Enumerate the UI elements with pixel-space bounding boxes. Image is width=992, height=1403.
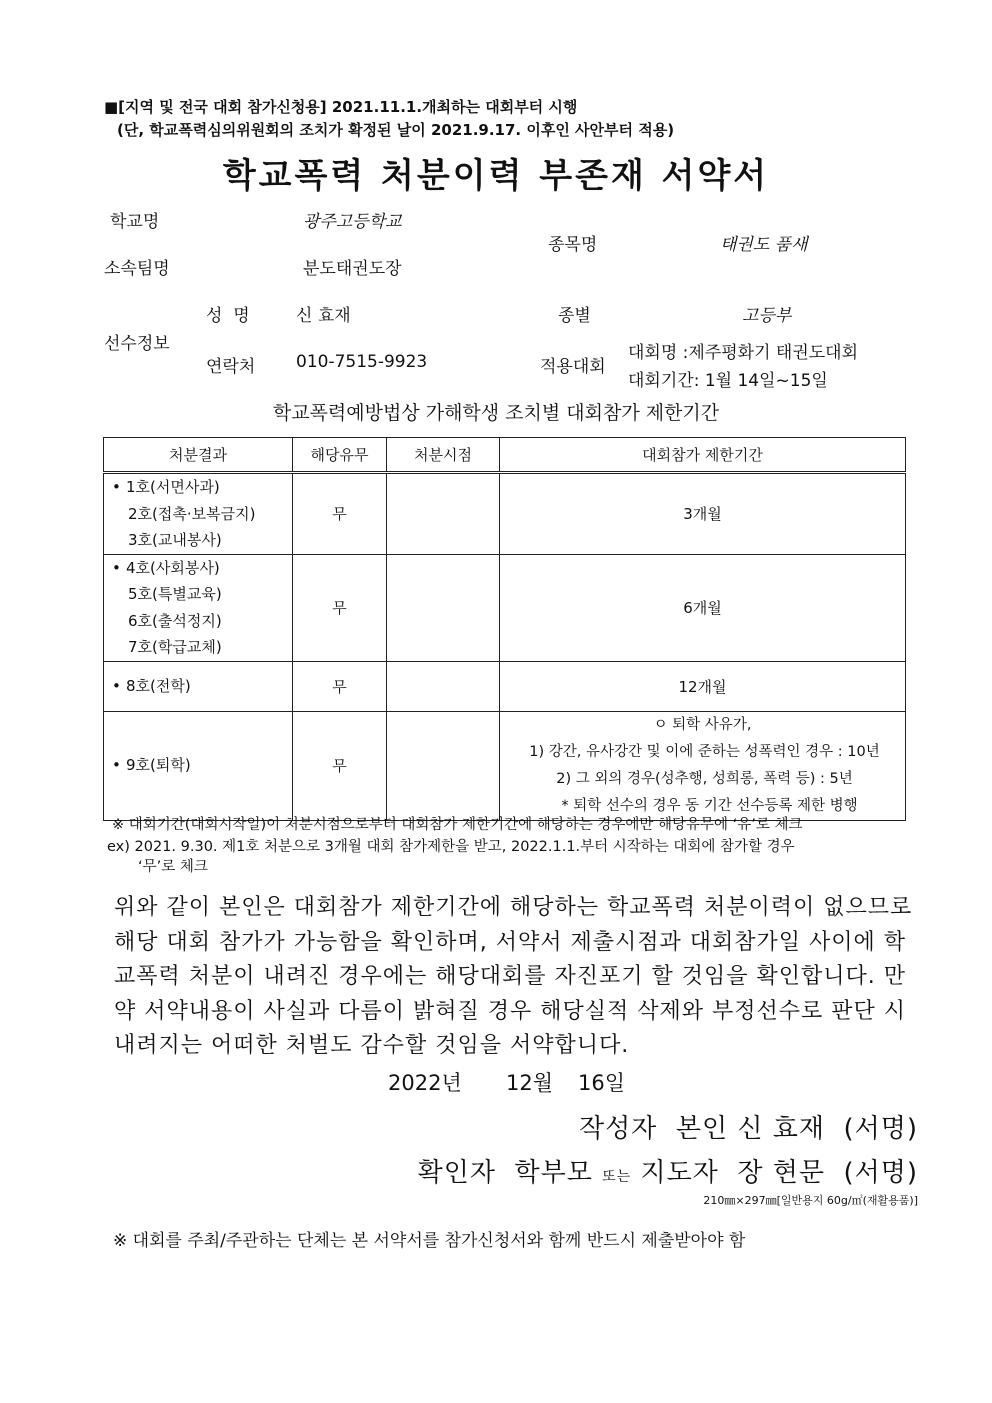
- status-cell: 무: [293, 711, 387, 820]
- school-value: 광주고등학교: [303, 212, 402, 232]
- header-date: 처분시점: [387, 438, 500, 473]
- sanction-table: [103, 437, 906, 821]
- writer-signature-line: 작성자 본인 신 효재 (서명): [578, 1114, 918, 1144]
- contact-value: 010-7515-9923: [296, 352, 428, 372]
- header-applicable: 해당유무: [293, 438, 387, 473]
- status-cell: 무: [293, 554, 387, 661]
- header-note-1: ■[지역 및 전국 대회 참가신청용] 2021.11.1.개최하는 대회부터 시행: [104, 98, 578, 116]
- paper-spec: 210㎜×297㎜[일반용지 60g/㎡(재활용품)]: [703, 1194, 918, 1207]
- footnote-1: ※ 대회기간(대회시작일)이 처분시점으로부터 대회참가 제한기간에 해당하는 경우에만 해당유무에 ‘유’로 체크: [112, 817, 803, 833]
- result-cell: • 9호(퇴학): [104, 711, 293, 820]
- contact-label: 연락처: [206, 357, 256, 377]
- name-value: 신 효재: [296, 306, 351, 326]
- date-cell: [387, 661, 500, 711]
- header-result: 처분결과: [104, 438, 293, 473]
- division-value: 고등부: [742, 306, 792, 326]
- team-label: 소속팀명: [104, 259, 170, 279]
- competition-period: 대회기간: 1월 14일~15일: [628, 371, 828, 391]
- result-cell: • 1호(서면사과) 2호(접촉·보복금지) 3호(교내봉사): [104, 473, 293, 555]
- name-label: 성 명: [206, 306, 250, 326]
- result-cell: • 8호(전학): [104, 661, 293, 711]
- date-cell: [387, 554, 500, 661]
- table-subtitle: 학교폭력예방법상 가해학생 조치별 대회참가 제한기간: [272, 402, 720, 424]
- table-row: [104, 473, 906, 555]
- limit-detail-cell: ㅇ 퇴학 사유가, 1) 강간, 유사강간 및 이에 준하는 성폭력인 경우 : 10년 2) 그 외의 경우(성추행, 성희롱, 폭력 등) : 5년 * 퇴학 선수의 경우 동 기간 선수등록 제한 병행: [500, 711, 906, 820]
- page-title: 학교폭력 처분이력 부존재 서약서: [222, 156, 770, 196]
- result-cell: • 4호(사회봉사) 5호(특별교육) 6호(출석정지) 7호(학급교체): [104, 554, 293, 661]
- status-cell: 무: [293, 473, 387, 555]
- confirmer-signature-line: 확인자 학부모 또는 지도자 장 현문 (서명): [417, 1158, 918, 1188]
- limit-cell: 3개월: [500, 473, 906, 555]
- header-note-2: (단, 학교폭력심의위원회의 조치가 확정된 날이 2021.9.17. 이후인 사안부터 적용): [117, 121, 675, 139]
- footnote-2: ex) 2021. 9.30. 제1호 처분으로 3개월 대회 참가제한을 받고, 2022.1.1.부터 시작하는 대회에 참가할 경우: [107, 839, 795, 855]
- team-value: 분도태권도장: [303, 259, 402, 279]
- date-year: 2022년: [388, 1071, 462, 1095]
- applied-competition-label: 적용대회: [540, 357, 606, 377]
- event-value: 태권도 품새: [720, 235, 808, 255]
- header-limit: 대회참가 제한기간: [500, 438, 906, 473]
- division-label: 종별: [558, 306, 591, 326]
- table-row: [104, 554, 906, 661]
- date-cell: [387, 711, 500, 820]
- competition-name: 대회명 :제주평화기 태권도대회: [628, 343, 859, 363]
- footnote-2-cont: ‘무’로 체크: [138, 859, 208, 875]
- bottom-note: ※ 대회를 주최/주관하는 단체는 본 서약서를 참가신청서와 함께 반드시 제출받아야 함: [113, 1231, 746, 1251]
- table-header-row: [104, 438, 906, 473]
- player-info-label: 선수정보: [104, 334, 170, 354]
- limit-cell: 12개월: [500, 661, 906, 711]
- pledge-text: 위와 같이 본인은 대회참가 제한기간에 해당하는 학교폭력 처분이력이 없으므로 해당 대회 참가가 가능함을 확인하며, 서약서 제출시점과 대회참가일 사이에 학교폭력 처분이 내려진 경우에는 해당대회를 자진포기 할 것임을 확인합니다. 만약 서약내용이 사실과 다름이 밝혀질 경우 해당실적 삭제와 부정선수로 판단 시 내려지는 어떠한 처벌도 감수할 것임을 서약합니다.: [114, 895, 913, 1058]
- status-cell: 무: [293, 661, 387, 711]
- school-label: 학교명: [110, 212, 160, 232]
- date-month: 12월: [506, 1071, 554, 1095]
- table-row: [104, 711, 906, 820]
- date-cell: [387, 473, 500, 555]
- date-day: 16일: [578, 1071, 626, 1095]
- limit-cell: 6개월: [500, 554, 906, 661]
- event-label: 종목명: [548, 235, 598, 255]
- table-row: [104, 661, 906, 711]
